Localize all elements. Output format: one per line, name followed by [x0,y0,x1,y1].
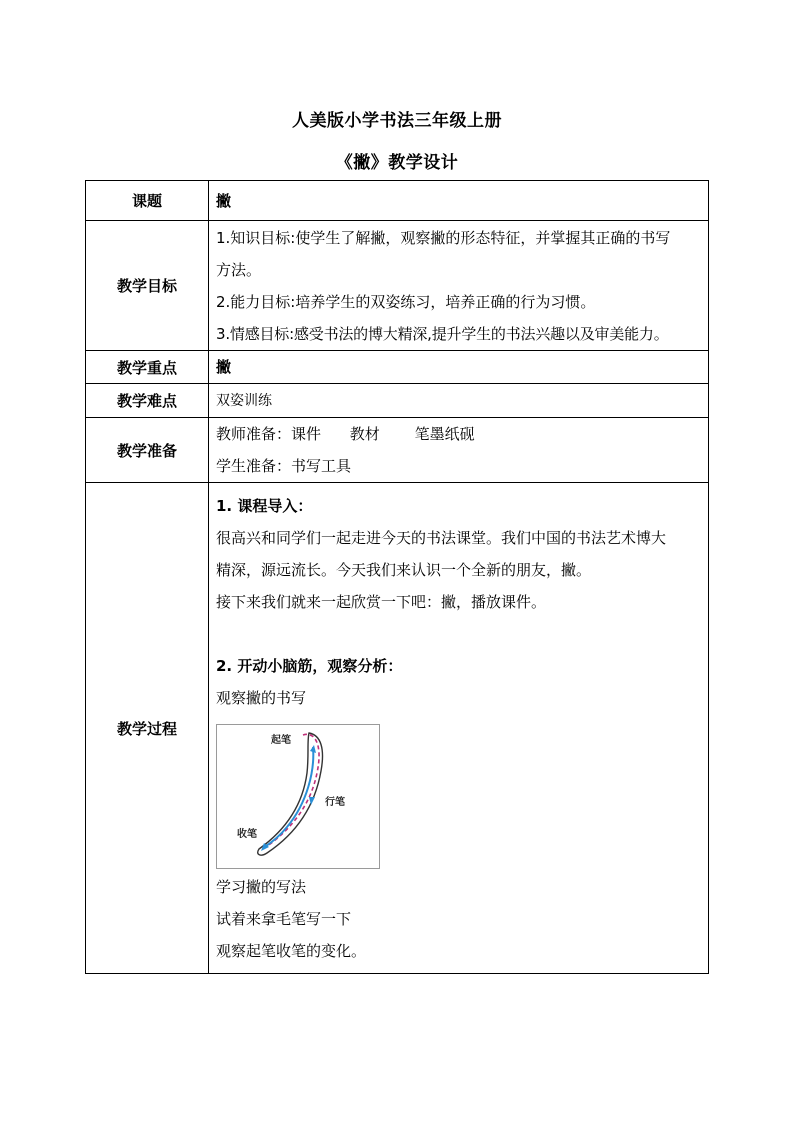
teacher-prep-textbook: 教材 [349,425,380,443]
row-difficulty [86,384,709,418]
teacher-prep-tools: 笔墨纸砚 [414,425,475,443]
objective-line-4: 3.情感目标:感受书法的博大精深,提升学生的书法兴趣以及审美能力。 [216,324,669,343]
label-objectives: 教学目标 [86,221,209,351]
blank-line [216,618,701,650]
stroke-diagram-svg [217,725,379,868]
student-preparation: 学生准备：书写工具 [216,457,352,475]
label-difficulty: 教学难点 [86,384,209,418]
direction-arrow-path [263,747,313,848]
row-key-point [86,351,709,384]
row-process [86,483,709,974]
label-end-stroke: 收笔 [237,828,257,840]
arrow-head-top [310,745,316,753]
after-line-1: 学习撇的写法 [216,877,307,896]
step2-intro: 观察撇的书写 [216,688,307,707]
step1-line-2: 精深，源远流长。今天我们来认识一个全新的朋友，撇。 [216,560,592,579]
after-line-2: 试着来拿毛笔写一下 [216,909,352,928]
objective-line-1: 1.知识目标:使学生了解撇，观察撇的形态特征，并掌握其正确的书写 [216,228,671,247]
row-topic [86,181,709,221]
lesson-plan-table [85,180,709,974]
step1-line-1: 很高兴和同学们一起走进今天的书法课堂。我们中国的书法艺术博大 [216,528,667,547]
label-key-point: 教学重点 [86,351,209,384]
document-subtitle: 《撇》教学设计 [335,153,459,173]
stroke-diagram [216,724,380,869]
row-preparation [86,418,709,483]
objective-line-3: 2.能力目标:培养学生的双姿练习，培养正确的行为习惯。 [216,292,596,311]
value-preparation [209,418,709,483]
step2-heading: 2. 开动小脑筋，观察分析： [216,656,403,675]
label-middle-stroke: 行笔 [325,796,345,808]
value-difficulty: 双姿训练 [209,384,709,418]
after-line-3: 观察起笔收笔的变化。 [216,941,367,960]
step1-line-3: 接下来我们就来一起欣赏一下吧：撇，播放课件。 [216,592,547,611]
document-title: 人美版小学书法三年级上册 [292,111,502,131]
teacher-prep-courseware: 教师准备：课件 [216,425,322,443]
label-preparation: 教学准备 [86,418,209,483]
teacher-preparation [216,418,701,450]
value-objectives [209,221,709,351]
value-topic: 撇 [209,181,709,221]
value-key-point: 撇 [209,351,709,384]
step1-heading: 1. 课程导入： [216,496,313,515]
label-topic: 课题 [86,181,209,221]
row-objectives [86,221,709,351]
label-start-stroke: 起笔 [271,734,291,746]
value-process [209,483,709,974]
objective-line-2: 方法。 [216,260,262,279]
label-process: 教学过程 [86,483,209,974]
